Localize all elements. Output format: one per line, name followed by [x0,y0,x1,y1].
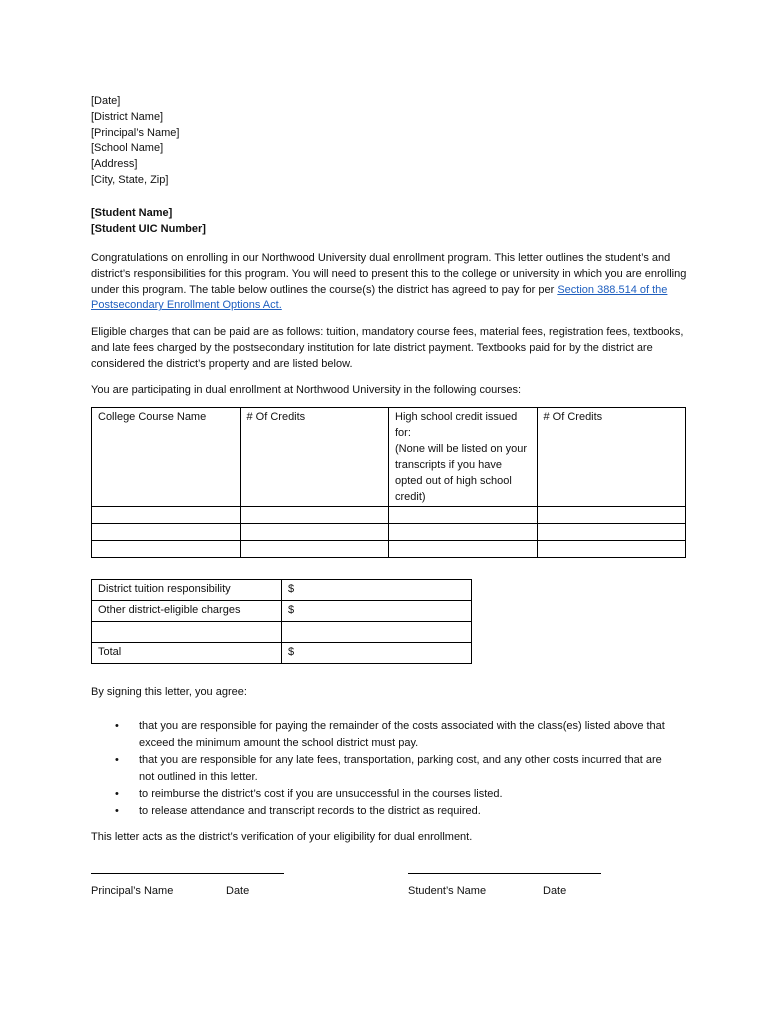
principal-date-label: Date [226,885,250,897]
charge-label: Other district-eligible charges [92,601,282,622]
table-row [92,524,686,541]
table-cell[interactable] [389,524,538,541]
address-placeholder: [Address] [91,158,138,171]
charge-label[interactable] [92,622,282,643]
table-row [92,622,472,643]
col-header-course-name: College Course Name [92,408,241,507]
table-cell[interactable] [92,541,241,558]
table-row [92,601,472,622]
student-name-label: Student’s Name [408,885,487,897]
table-cell[interactable] [389,507,538,524]
verification-statement: This letter acts as the district’s verification of your eligibility for dual enrollment. [91,831,473,843]
list-item: • that you are responsible for any late fees, transportation, parking cost, and any other costs incurred that are not outlined in this letter. [115,752,680,786]
principal-name-label: Principal’s Name [91,885,174,897]
list-item: • to reimburse the district’s cost if you are unsuccessful in the courses listed. [115,786,680,803]
school-name-placeholder: [School Name] [91,142,164,155]
table-cell[interactable] [240,541,389,558]
district-name-placeholder: [District Name] [91,110,164,123]
table-cell[interactable] [537,507,686,524]
list-item: • to release attendance and transcript records to the district as required. [115,803,680,820]
student-name-placeholder: [Student Name] [91,207,173,219]
student-date-label: Date [543,885,567,897]
charge-value-total[interactable]: $ [282,643,472,664]
agreement-list [115,718,680,820]
table-cell[interactable] [537,541,686,558]
table-cell[interactable] [240,524,389,541]
table-row [92,507,686,524]
eligible-charges-paragraph: Eligible charges that can be paid are as follows: tuition, mandatory course fees, material fees, registration fees, textbooks, and late fees charged by the postsecondary institution for late district payment. Textbooks paid for by the district are considered the district’s property and are listed below. [91,326,684,370]
charge-value[interactable]: $ [282,601,472,622]
charge-label-total: Total [92,643,282,664]
table-row [92,643,472,664]
col-header-hs-credits: # Of Credits [537,408,686,507]
student-block [91,205,206,237]
statute-link[interactable]: Section 388.514 of the Postsecondary Enrollment Options Act. [91,283,668,312]
table-cell[interactable] [92,524,241,541]
student-signature-line [408,873,601,874]
city-state-zip-placeholder: [City, State, Zip] [91,173,169,186]
col-header-credits: # Of Credits [240,408,389,507]
courses-table-header-row [92,408,686,507]
date-placeholder: [Date] [91,95,121,107]
list-item: • that you are responsible for paying the remainder of the costs associated with the class(es) listed above that exceed the minimum amount the school district must pay. [115,718,680,752]
student-uic-placeholder: [Student UIC Number] [91,223,206,235]
charge-value[interactable] [282,622,472,643]
table-cell[interactable] [92,507,241,524]
charge-value[interactable]: $ [282,580,472,601]
table-row [92,580,472,601]
recipient-address-block [91,94,179,189]
table-row [92,541,686,558]
charge-label: District tuition responsibility [92,580,282,601]
agreement-intro: By signing this letter, you agree: [91,686,247,698]
table-cell[interactable] [537,524,686,541]
table-cell[interactable] [240,507,389,524]
courses-intro-paragraph: You are participating in dual enrollment at Northwood University in the following courses: [91,384,522,396]
table-cell[interactable] [389,541,538,558]
intro-paragraph-text: Congratulations on enrolling in our Northwood University dual enrollment program. This letter outlines the student’s and district’s responsibilities for this program. You will need to present this to the college or university in which you are enrolling under this program. The table below outlines the course(s) the district has agreed to pay for per [91,252,687,296]
charges-table [91,579,472,664]
intro-paragraph [91,251,691,314]
principal-name-placeholder: [Principal’s Name] [91,126,180,139]
courses-table [91,407,686,558]
col-header-hs-credit: High school credit issued for: (None will be listed on your transcripts if you have opted out of high school credit) [389,408,538,507]
principal-signature-line [91,873,284,874]
